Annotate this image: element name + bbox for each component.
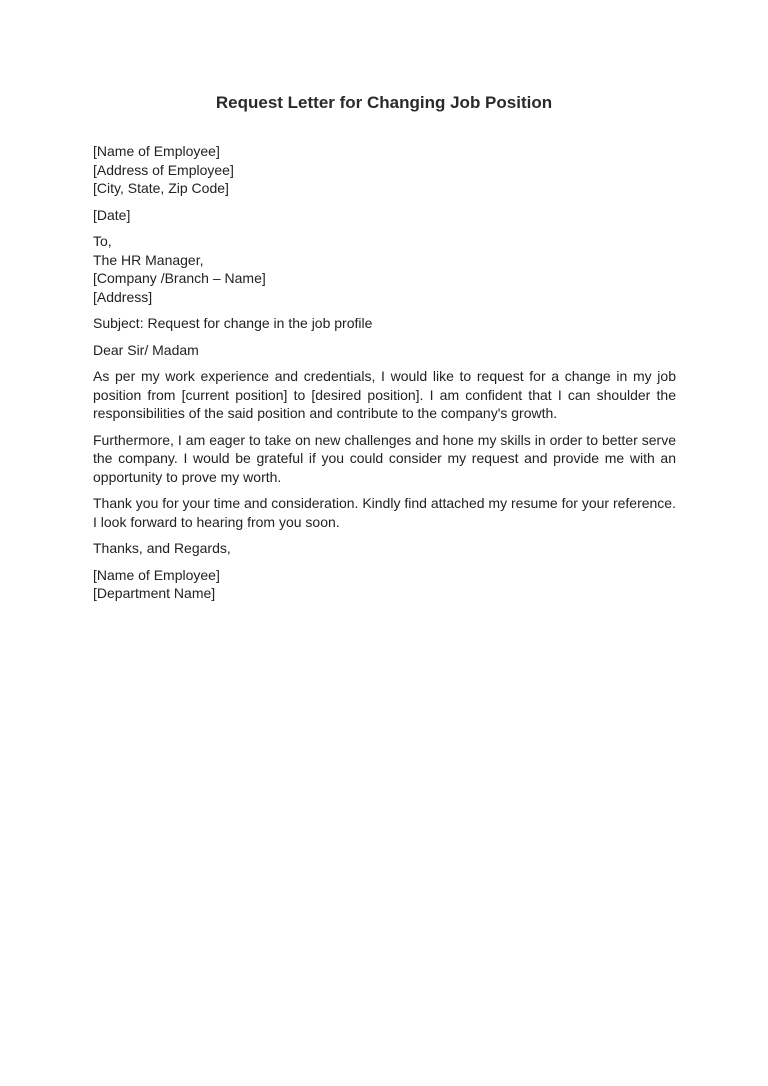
signature-name: [Name of Employee] — [93, 566, 220, 583]
subject-block — [93, 314, 676, 333]
letter-date: [Date] — [93, 206, 131, 223]
paragraph-text: As per my work experience and credentials, I would like to request for a change in my job position from [current position] to [desired position]. I am confident that I can shoulder the responsibilities of the said position and contribute to the company's growth. — [93, 368, 676, 421]
paragraph-text: Furthermore, I am eager to take on new challenges and hone my skills in order to better serve the company. I would be grateful if you could consider my request and provide me with an opportunity to prove my worth. — [93, 431, 676, 485]
salutation-block — [93, 341, 676, 360]
body-paragraph — [93, 367, 676, 423]
letter-closing: Thanks, and Regards, — [93, 540, 231, 556]
letter-body — [93, 142, 676, 611]
signature-block — [93, 566, 676, 603]
letter-title: Request Letter for Changing Job Position — [215, 93, 553, 112]
letter-salutation: Dear Sir/ Madam — [93, 341, 199, 358]
recipient-address: [Address] — [93, 288, 153, 305]
recipient-to: To, — [93, 233, 112, 249]
sender-name: [Name of Employee] — [93, 143, 220, 159]
recipient-block — [93, 232, 676, 306]
body-paragraph — [93, 431, 676, 487]
sender-block — [93, 142, 676, 198]
letter-subject: Subject: Request for change in the job profile — [93, 315, 373, 331]
sender-city: [City, State, Zip Code] — [93, 180, 229, 196]
body-paragraph — [93, 494, 676, 531]
recipient-company: [Company /Branch – Name] — [93, 270, 266, 286]
closing-block — [93, 539, 676, 558]
sender-address: [Address of Employee] — [93, 161, 234, 178]
paragraph-text: Thank you for your time and consideration. Kindly find attached my resume for your reference. I look forward to hearing from you soon. — [93, 495, 676, 530]
recipient-title: The HR Manager, — [93, 251, 204, 268]
date-block — [93, 206, 676, 225]
signature-department: [Department Name] — [93, 585, 216, 601]
